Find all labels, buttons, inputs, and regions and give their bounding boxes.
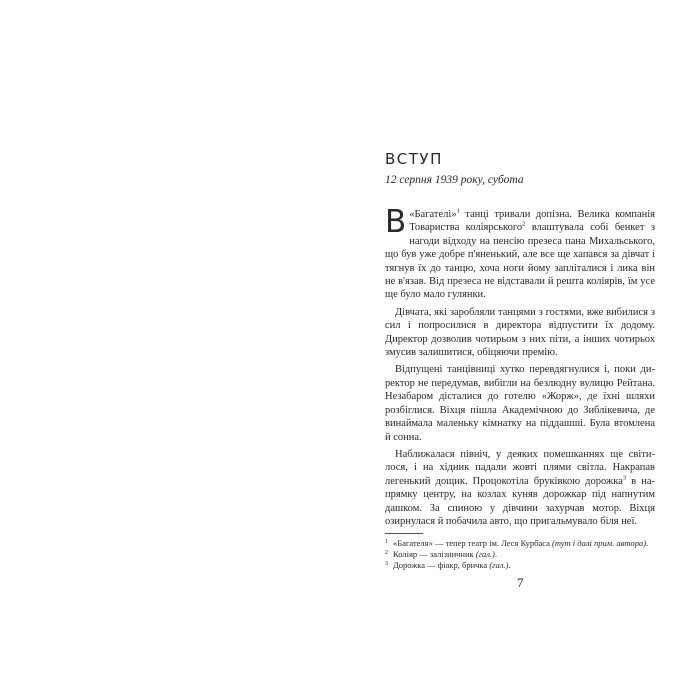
paragraph-2: Дівчата, які заробляли танцями з гостями, вже вибилися з сил і попросилися в директора відпустити їх додому. Директор дозволив чотирьом з них піти, а інших чотирьох змусив залишитися, обіцяючи премію. [385, 306, 655, 359]
footnote-note: (тут і далі прим. автора) [552, 538, 647, 549]
paragraph-1 [385, 204, 655, 302]
page-number: 7 [517, 575, 524, 590]
paragraph-3: Відпущені танцівниці хутко перевдягнулися і, поки директор не передумав, вибігли на безлюдну вулицю Рейтана. Незабаром дісталися до готелю «Жорж», де їхні шляхи розбіглися. Віхця пішла Академічною до Зиблікевича, де винаймала маленьку кімнатку на піддашші. Була втомлена й сонна. [385, 364, 655, 443]
footnote-text: «Багателя» — тепер театр ім. Леся Курбаса [393, 538, 552, 549]
footnote-1 [385, 538, 655, 549]
drop-cap: В [385, 204, 407, 240]
footnote-tail: . [508, 560, 511, 571]
footnote-note: (гал.) [475, 549, 495, 560]
page-content [385, 150, 655, 571]
paragraph-1-text-b: танці тривали допізна. Велика компанія Товариства коліярського [409, 209, 655, 234]
footnote-ref-2: 2 [522, 220, 526, 228]
footnote-ref-3: 3 [622, 474, 627, 482]
footnote-note: (гал.) [489, 560, 509, 571]
footnote-text: Коліяр — залізничник [393, 549, 476, 560]
chapter-date: 12 серпня 1939 року, субота [385, 174, 524, 186]
chapter-heading: ВСТУП [385, 150, 443, 168]
paragraph-4-text-b: в напрямку центру, на козлах куняв дорожкар під напнутим дашком. За спиною у дівчини захурчав мотор. Віхця озирнулася й побачила авто, що пригальмувало біля неї. [385, 475, 655, 527]
paragraph-1-text-c: влаштувала собі бенкет з нагоди відходу на пенсію презеса пана Михальського, що був уже добре п'яненький, але все ще хапався за дівчат і тягнув їх до танцю, хоча ноги йому запліталися і лика він не в'язав. Від презеса не відставали й решта коліярів, їм усе ще було мало гулянки. [385, 222, 655, 301]
footnote-tail: . [494, 549, 497, 560]
footnote-ref-1: 1 [456, 207, 460, 215]
footnote-text: Дорожка — фіакр, бричка [393, 560, 490, 571]
paragraph-4-text-a: Наближалася північ, у деяких помешканнях ще світилося, і на хідник падали жовті плями світла. Накрапав легенький дощик. Процокотіла бруківкою дорожка [385, 448, 655, 487]
footnote-number: 1 [385, 539, 388, 546]
paragraph-4 [385, 448, 655, 528]
footnote-2 [385, 549, 655, 560]
footnote-divider [385, 533, 423, 534]
footnote-3 [385, 560, 655, 571]
paragraph-1-text-a: «Багателі» [409, 209, 457, 220]
footnote-number: 2 [385, 550, 388, 557]
footnote-number: 3 [385, 561, 388, 568]
footnote-tail: . [646, 538, 649, 549]
